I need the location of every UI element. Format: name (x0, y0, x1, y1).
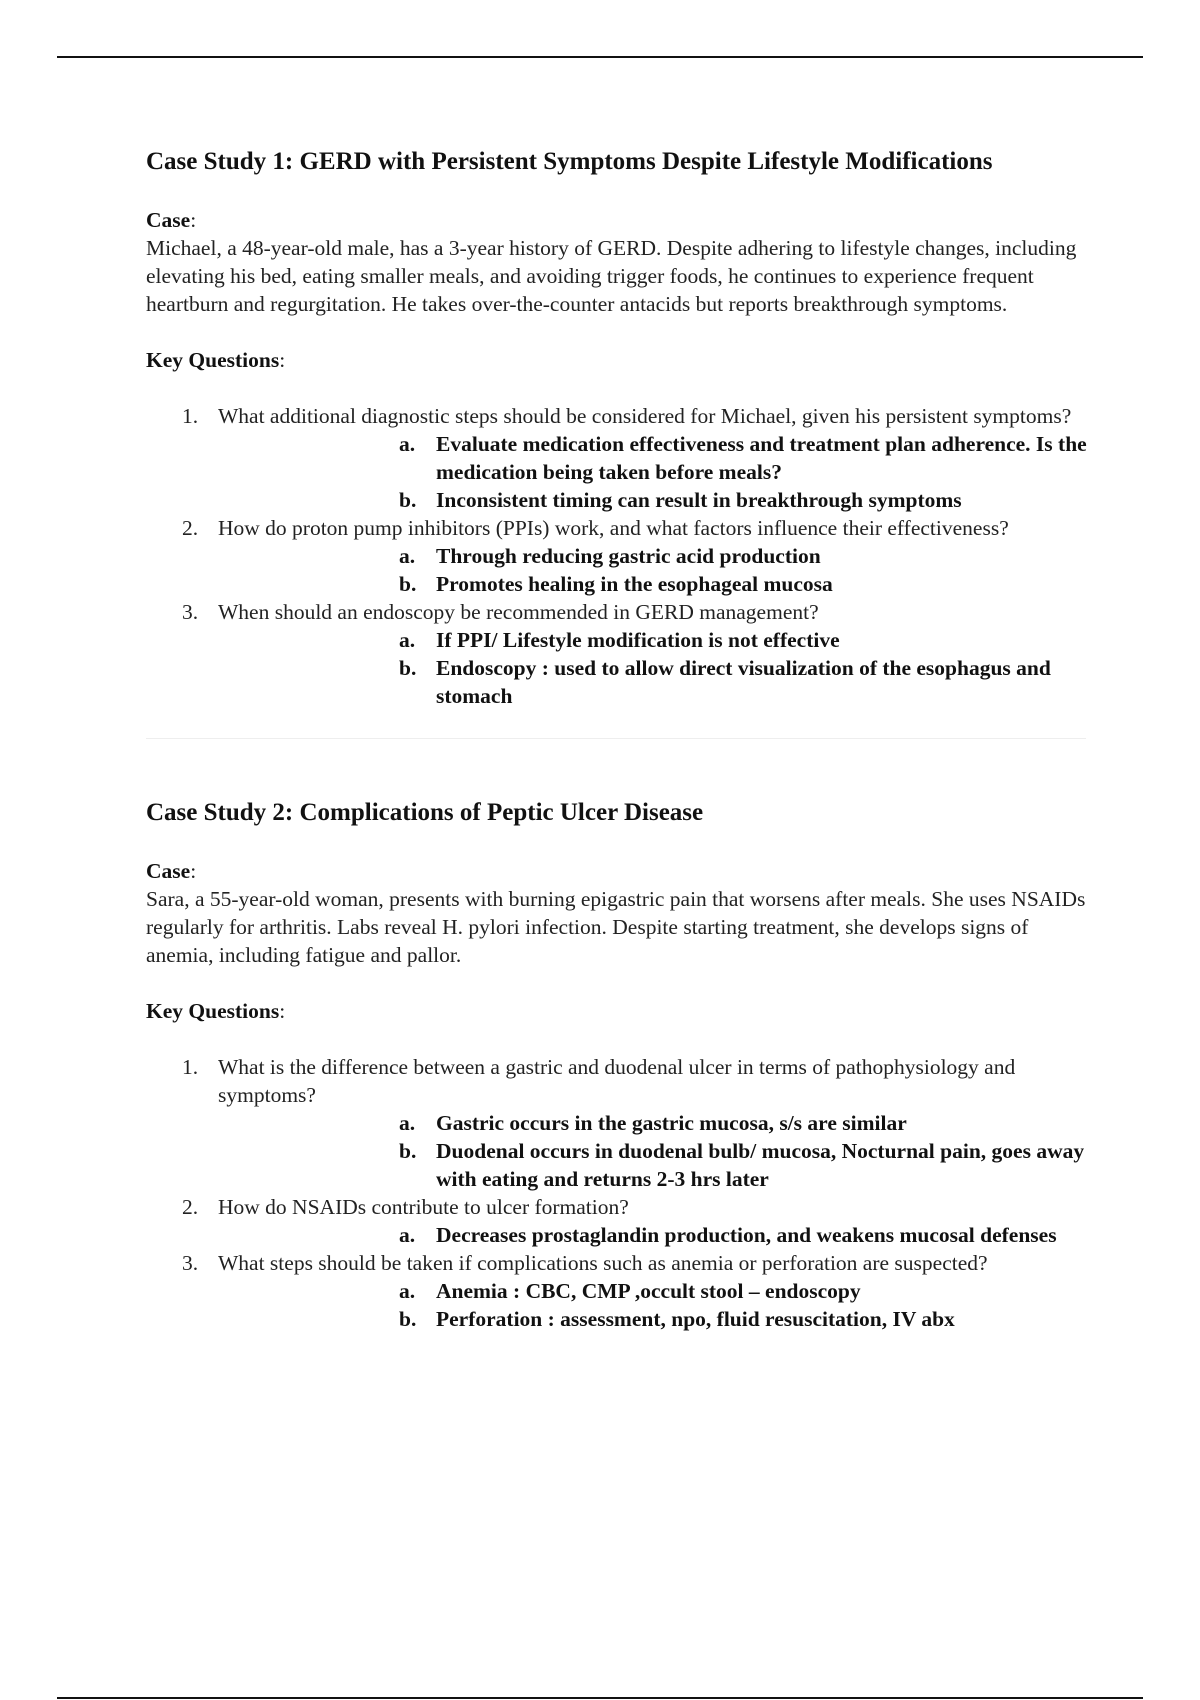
answer-list (218, 430, 1096, 514)
case-study-1 (146, 138, 1096, 710)
question-text: What steps should be taken if complications such as anemia or perforation are suspected? (218, 1251, 988, 1275)
answer-text: Duodenal occurs in duodenal bulb/ mucosa, Nocturnal pain, goes away with eating and returns 2-3 hrs later (436, 1139, 1085, 1191)
question-number: 1. (182, 1055, 199, 1079)
answer-list (218, 1221, 1096, 1249)
question-text: How do NSAIDs contribute to ulcer formation? (218, 1195, 629, 1219)
case-study-title: Case Study 2: Complications of Peptic Ulcer Disease (146, 799, 704, 826)
question-number: 2. (182, 1195, 199, 1219)
answer-item (218, 654, 1096, 710)
key-questions-heading: Key Questions: (146, 999, 286, 1023)
answer-item (218, 626, 1096, 654)
answer-list (218, 1109, 1096, 1193)
answer-item (218, 1137, 1096, 1193)
answer-item (218, 1305, 1096, 1333)
answer-letter: b. (399, 656, 417, 680)
case-label: Case (146, 859, 191, 883)
question-text: How do proton pump inhibitors (PPIs) work, and what factors influence their effectiveness? (218, 516, 1009, 540)
question-text: When should an endoscopy be recommended in GERD management? (218, 600, 819, 624)
answer-text: Endoscopy : used to allow direct visualization of the esophagus and stomach (436, 656, 1051, 708)
answer-letter: b. (399, 572, 417, 596)
answer-list (218, 1277, 1096, 1333)
key-questions-label: Key Questions (146, 999, 280, 1023)
answer-item (218, 542, 1096, 570)
case-label: Case (146, 208, 191, 232)
question-list (146, 402, 1096, 710)
question-item (146, 1193, 1096, 1249)
question-number: 3. (182, 1251, 199, 1275)
case-description: Michael, a 48-year-old male, has a 3-year history of GERD. Despite adhering to lifestyle changes, including elevating his bed, eating smaller meals, and avoiding trigger foods, he continues to experience frequent heartburn and regurgitation. He takes over-the-counter antacids but reports breakthrough symptoms. (146, 236, 1077, 316)
question-number: 3. (182, 600, 199, 624)
answer-text: Gastric occurs in the gastric mucosa, s/s are similar (436, 1111, 907, 1135)
answer-text: Anemia : CBC, CMP ,occult stool – endoscopy (436, 1279, 861, 1303)
answer-text: Through reducing gastric acid production (436, 544, 821, 568)
question-number: 2. (182, 516, 199, 540)
answer-letter: b. (399, 488, 417, 512)
question-item (146, 598, 1096, 710)
footer-rule (57, 1697, 1143, 1699)
answer-text: Evaluate medication effectiveness and treatment plan adherence. Is the medication being taken before meals? (436, 432, 1087, 484)
answer-letter: a. (399, 1111, 416, 1135)
answer-item (218, 1277, 1096, 1305)
answer-letter: a. (399, 628, 416, 652)
question-text: What is the difference between a gastric and duodenal ulcer in terms of pathophysiology and symptoms? (218, 1055, 1016, 1107)
answer-item (218, 486, 1096, 514)
answer-item (218, 1221, 1096, 1249)
answer-letter: a. (399, 1279, 416, 1303)
question-list (146, 1053, 1096, 1333)
answer-letter: a. (399, 544, 416, 568)
case-study-title: Case Study 1: GERD with Persistent Symptoms Despite Lifestyle Modifications (146, 148, 993, 175)
answer-letter: a. (399, 432, 416, 456)
answer-letter: a. (399, 1223, 416, 1247)
section-divider (146, 738, 1086, 739)
answer-text: If PPI/ Lifestyle modification is not effective (436, 628, 840, 652)
question-item (146, 514, 1096, 598)
case-study-2 (146, 789, 1096, 1333)
answer-text: Inconsistent timing can result in breakthrough symptoms (436, 488, 962, 512)
answer-item (218, 430, 1096, 486)
answer-list (218, 542, 1096, 598)
answer-letter: b. (399, 1139, 417, 1163)
header-rule (57, 56, 1143, 58)
answer-text: Promotes healing in the esophageal mucosa (436, 572, 833, 596)
answer-text: Decreases prostaglandin production, and weakens mucosal defenses (436, 1223, 1057, 1247)
answer-list (218, 626, 1096, 710)
answer-text: Perforation : assessment, npo, fluid resuscitation, IV abx (436, 1307, 955, 1331)
key-questions-heading: Key Questions: (146, 348, 286, 372)
document-body (146, 138, 1096, 1333)
question-item (146, 1053, 1096, 1193)
key-questions-label: Key Questions (146, 348, 280, 372)
answer-item (218, 1109, 1096, 1137)
question-item (146, 402, 1096, 514)
question-number: 1. (182, 404, 199, 428)
case-heading: Case: (146, 208, 197, 232)
case-description: Sara, a 55-year-old woman, presents with burning epigastric pain that worsens after meals. She uses NSAIDs regularly for arthritis. Labs reveal H. pylori infection. Despite starting treatment, she develops signs of anemia, including fatigue and pallor. (146, 887, 1086, 967)
question-text: What additional diagnostic steps should be considered for Michael, given his persistent symptoms? (218, 404, 1072, 428)
answer-item (218, 570, 1096, 598)
answer-letter: b. (399, 1307, 417, 1331)
question-item (146, 1249, 1096, 1333)
case-heading: Case: (146, 859, 197, 883)
